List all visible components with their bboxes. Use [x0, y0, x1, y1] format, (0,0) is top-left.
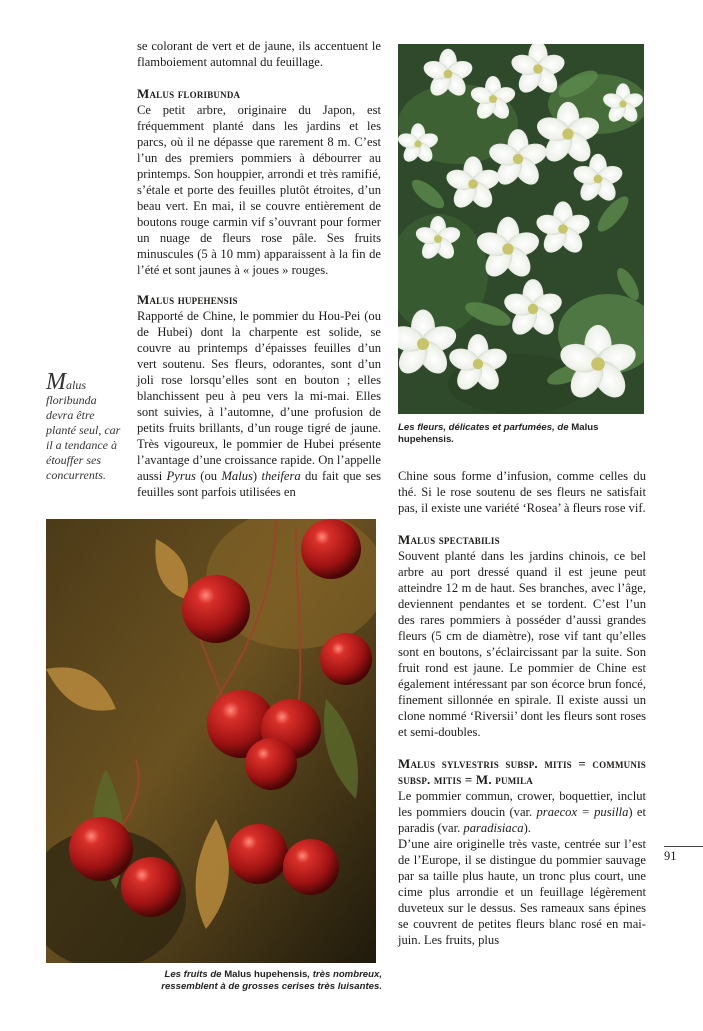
- paragraph-hupehensis-continued: Chine sous forme d’infusion, comme celles du thé. Si le rose soutenu de ses fleurs ne satisfait pas, il existe une variété ‘Rosea’ à fleurs rose vif.: [398, 469, 646, 515]
- photo-apple-blossoms: [398, 44, 644, 414]
- photo-crabapple-fruits: [46, 519, 376, 963]
- heading-malus-spectabilis: Malus spectabilis: [398, 532, 500, 547]
- margin-note: Malus floribunda devra être planté seul, car il a tendance à étouffer ses concurrents.: [46, 369, 121, 482]
- heading-malus-sylvestris: Malus sylvestris subsp. mitis = communis subsp. mitis = M. pumila: [398, 756, 646, 787]
- paragraph-malus-sylvestris-2: D’une aire originelle très vaste, centrée sur l’est de l’Europe, il se distingue du pommier sauvage par sa taille plus haute, un tronc plus court, une cime plus arrondie et un feuillage légèrement duveteux sur le dessus. Ses rameaux sans épines se couvrent de petites fleurs blanc rosé en mai-juin. Les fruits, plus: [398, 837, 646, 947]
- left-column-top: [137, 38, 381, 278]
- paragraph-malus-spectabilis: Souvent planté dans les jardins chinois, ce bel arbre au port dressé quand il est jeune peut atteindre 12 m de haut. Ses branches, avec l’âge, deviennent pendantes et se tordent. C’est l’un des rares pommiers à posséder d’aussi grandes fleurs (5 cm de diamètre), rose vif tant qu’elles sont en boutons, s’éclaircissant par la suite. Son fruit rond est jaune. Le pommier de Chine est également intéressant par son écorce brun foncé, finement sillonnée en spirale. Il existe aussi un clone nommé ‘Riversii’ dont les fleurs sont roses et semi-doubles.: [398, 549, 646, 739]
- heading-malus-hupehensis: Malus hupehensis: [137, 292, 238, 307]
- right-column: [398, 468, 646, 948]
- caption-flowers: Les fleurs, délicates et parfumées, de Malus hupehensis.: [398, 422, 599, 445]
- left-column-middle: [137, 292, 381, 500]
- page-number: 91: [664, 849, 677, 863]
- page-number-rule: [664, 846, 703, 847]
- caption-fruits: Les fruits de Malus hupehensis, très nombreux, ressemblent à de grosses cerises très luisantes.: [161, 969, 382, 992]
- paragraph-malus-floribunda: Ce petit arbre, originaire du Japon, est fréquemment planté dans les jardins et les parcs, où il ne dépasse que rarement 8 m. C’est l’un des premiers pommiers à débourrer au printemps. Son houppier, arrondi et très ramifié, s’étale et porte des feuilles plutôt étroites, d’un beau vert. En mai, il se couvre entièrement de boutons rouge carmin vif s’ouvrant pour former un nuage de fleurs rose pâle. Ses fruits minuscules (5 à 10 mm) apparaissent à la fin de l’été et sont jaunes à « joues » rouges.: [137, 103, 381, 277]
- intro-paragraph: se colorant de vert et de jaune, ils accentuent le flamboiement automnal du feuillage.: [137, 39, 381, 69]
- heading-malus-floribunda: Malus floribunda: [137, 86, 241, 101]
- paragraph-malus-hupehensis: Rapporté de Chine, le pommier du Hou-Pei (ou de Hubei) dont la charpente est solide, se couvre au printemps d’épaisses feuilles d’un vert soutenu. Ses fleurs, odorantes, sont d’un joli rose lorsqu’elles sont en bouton ; elles blanchissent peu à peu vers la mi-mai. Elles sont suivies, à l’automne, d’une profusion de petits fruits brillants, d’un rouge tigré de jaune. Très vigoureux, le pommier de Hubei présente l’avantage d’une croissance rapide. On l’appelle aussi Pyrus (ou Malus) theifera du fait que ses feuilles sont parfois utilisées en: [137, 309, 381, 499]
- paragraph-malus-sylvestris: Le pommier commun, crower, boquettier, inclut les pommiers doucin (var. praecox = pusilla) et paradis (var. paradisiaca).: [398, 789, 646, 835]
